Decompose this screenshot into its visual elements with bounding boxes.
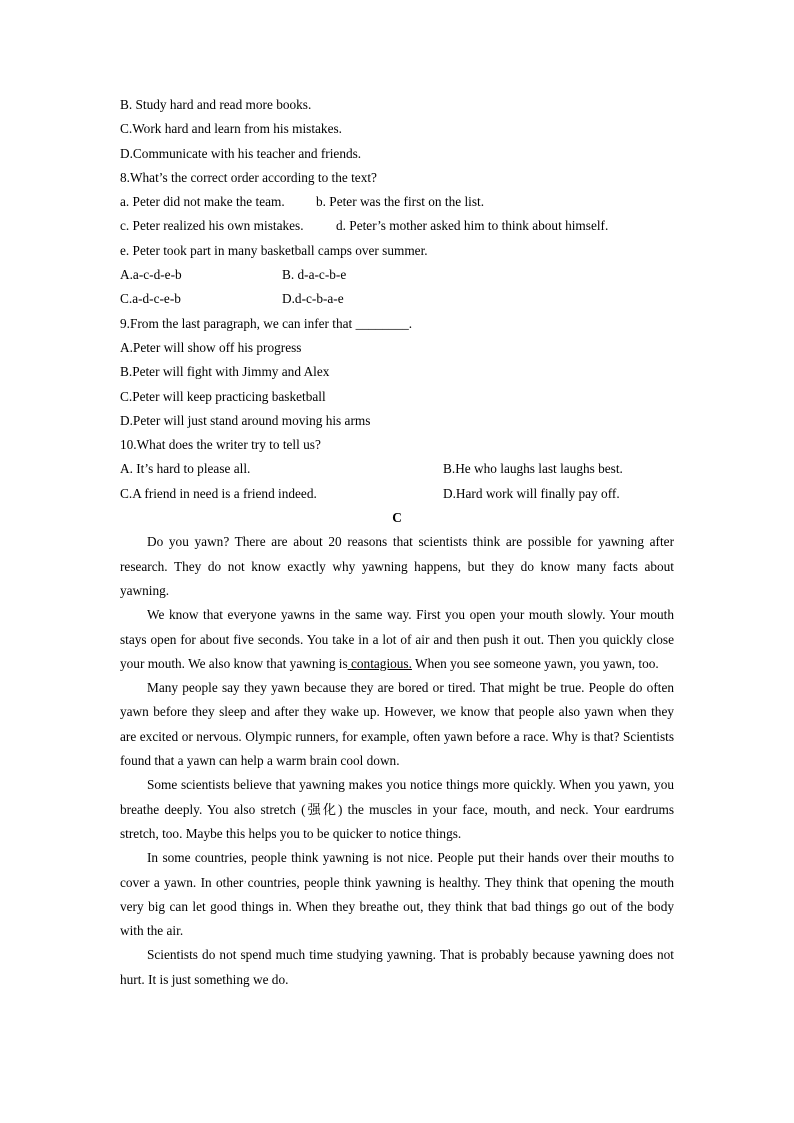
- q9-option-a: A.Peter will show off his progress: [120, 339, 302, 355]
- paragraph-4: Some scientists believe that yawning makes you notice things more quickly. When you yawn, you breathe deeply. You also stretch (强化) the muscles in your face, mouth, and neck. Your eardrums stretch, too. Maybe this helps you to be quicker to notice things.: [120, 777, 674, 841]
- paragraph-5: In some countries, people think yawning is not nice. People put their hands over their mouths to cover a yawn. In other countries, people think yawning is healthy. They think that opening the mouth very big can let good things in. When they breathe out, they think that bad things go out of the body with the air.: [120, 850, 674, 939]
- q7-option-c: C.Work hard and learn from his mistakes.: [120, 121, 342, 137]
- q8-events-row-2: [120, 214, 674, 238]
- q10-option-c: C.A friend in need is a friend indeed.: [120, 485, 317, 501]
- q7-option-d: D.Communicate with his teacher and friends.: [120, 145, 362, 161]
- paragraph-3: Many people say they yawn because they are bored or tired. That might be true. People do often yawn before they sleep and after they wake up. However, we know that people also yawn when they are excited or nervous. Olympic runners, for example, often yawn before a race. Why is that? Scientists found that a yawn can help a warm brain cool down.: [120, 680, 674, 769]
- q9-option-c: C.Peter will keep practicing basketball: [120, 388, 326, 404]
- q10-options-row-2: [120, 482, 674, 506]
- paragraph-2-text-after: When you see someone yawn, you yawn, too.: [411, 655, 659, 671]
- q8-option-d: D.d-c-b-a-e: [282, 291, 344, 307]
- q9-question: 9.From the last paragraph, we can infer that ________.: [120, 315, 413, 331]
- q8-event-d: d. Peter’s mother asked him to think about himself.: [336, 218, 609, 234]
- q8-options-row-1: [120, 263, 674, 287]
- q8-options-row-2: [120, 287, 674, 311]
- q8-option-b: B. d-a-c-b-e: [282, 267, 347, 283]
- paragraph-2: [120, 603, 674, 676]
- q7-option-b: B. Study hard and read more books.: [120, 97, 312, 112]
- q8-event-e: e. Peter took part in many basketball camps over summer.: [120, 242, 428, 258]
- q8-option-c: C.a-d-c-e-b: [120, 291, 181, 307]
- q10-question: 10.What does the writer try to tell us?: [120, 437, 321, 453]
- q10-option-a: A. It’s hard to please all.: [120, 461, 251, 477]
- paragraph-1: Do you yawn? There are about 20 reasons that scientists think are possible for yawning after research. They do not know exactly why yawning happens, but they do know many facts about yawning.: [120, 534, 674, 598]
- q8-event-a: a. Peter did not make the team.: [120, 194, 285, 210]
- q10-option-b: B.He who laughs last laughs best.: [443, 461, 623, 477]
- q9-option-b: B.Peter will fight with Jimmy and Alex: [120, 364, 330, 380]
- underlined-word-contagious: contagious.: [347, 655, 412, 671]
- q8-event-b: b. Peter was the first on the list.: [316, 194, 485, 210]
- q8-question: 8.What’s the correct order according to the text?: [120, 169, 377, 185]
- q8-events-row-1: [120, 190, 674, 214]
- section-c-heading: C: [392, 510, 402, 526]
- document-page: [120, 93, 674, 992]
- paragraph-2-text-before: We know that everyone yawns in the same way. First you open your mouth slowly. Your mouth stays open for about five seconds. You take in a lot of air and then push it out. Then you quickly close your mouth. We also know that yawning is: [120, 607, 674, 671]
- q9-option-d: D.Peter will just stand around moving his arms: [120, 412, 371, 428]
- q8-option-a: A.a-c-d-e-b: [120, 267, 182, 283]
- q8-event-c: c. Peter realized his own mistakes.: [120, 218, 304, 234]
- paragraph-6: Scientists do not spend much time studying yawning. That is probably because yawning does not hurt. It is just something we do.: [120, 947, 674, 987]
- q10-option-d: D.Hard work will finally pay off.: [443, 485, 620, 501]
- q10-options-row-1: [120, 457, 674, 481]
